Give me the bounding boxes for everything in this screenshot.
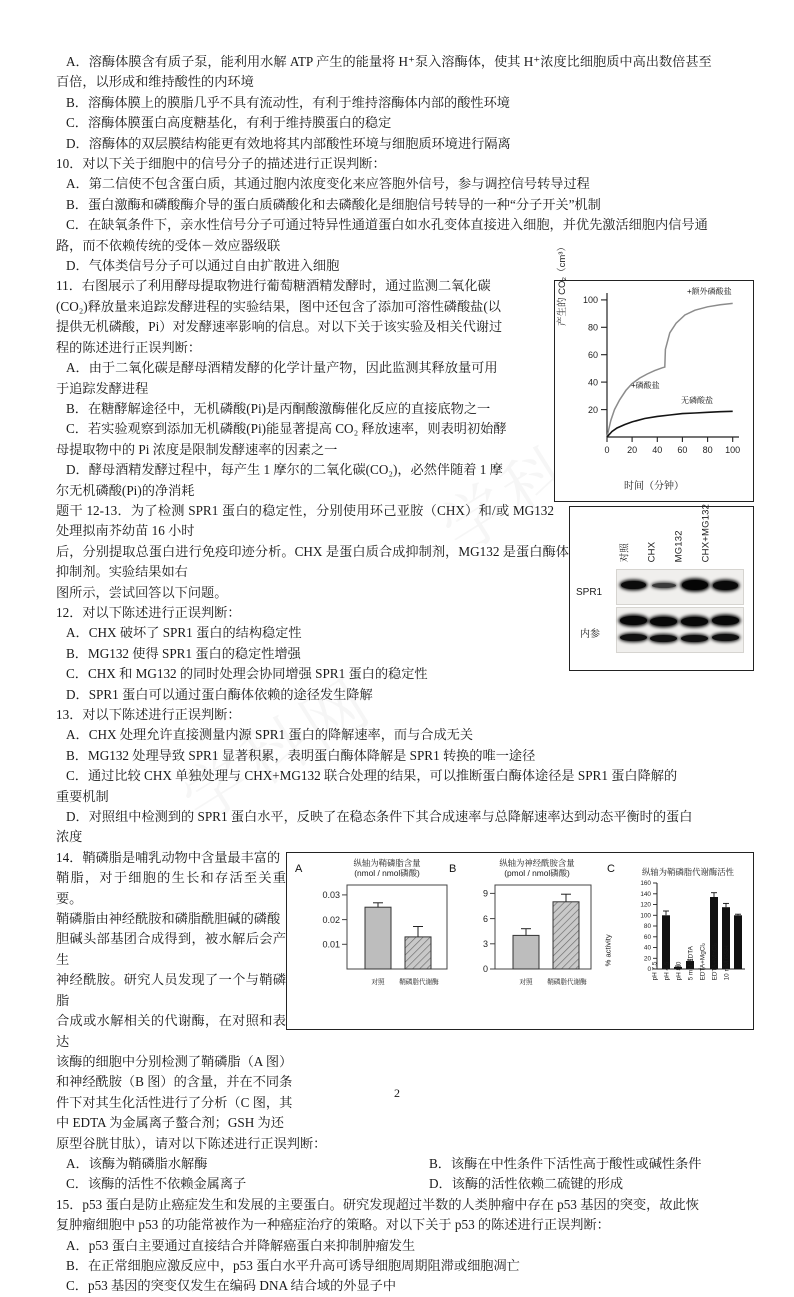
figure-co2-fermentation-chart — [554, 242, 754, 502]
option-line: B．MG132 处理导致 SPR1 显著积累，表明蛋白酶体降解是 SPR1 转换的唯一途径 — [66, 747, 536, 763]
co2-chart-plot — [569, 285, 747, 471]
blot-band — [620, 634, 647, 641]
option-line: A．p53 蛋白主要通过直接结合并降解癌蛋白来抑制肿瘤发生 — [66, 1237, 416, 1253]
blot-row-label-loading-control: 内参 — [580, 629, 600, 641]
svg-text:20: 20 — [643, 955, 651, 963]
option-line: C．通过比较 CHX 单独处理与 CHX+MG132 联合处理的结果，可以推断蛋白酶体途径是 SPR1 蛋白降解的 — [66, 768, 678, 784]
panel-c-letter: C — [607, 862, 615, 875]
svg-text:0.01: 0.01 — [322, 939, 340, 950]
svg-text:160: 160 — [640, 880, 651, 888]
question-stem-10: 10．对以下关于细胞中的信号分子的描述进行正误判断： — [56, 156, 386, 172]
panel-b-letter: B — [449, 862, 457, 875]
svg-text:120: 120 — [640, 901, 651, 909]
option-line: D．SPR1 蛋白可以通过蛋白酶体依赖的途径发生降解 — [66, 686, 373, 702]
question-stem-14-line: 合成或水解相关的代谢酶，在对照和表达 — [56, 1013, 286, 1049]
option-line: A．由于二氧化碳是酵母酒精发酵的化学计量产物，因此监测其释放量可用 — [66, 360, 498, 376]
panel-c-category-ph75: pH 7.5 — [651, 962, 659, 981]
option-line: B．在糖酵解途径中，无机磷酸(Pi)是丙酮酸激酶催化反应的直接底物之一 — [66, 400, 491, 416]
option-line: A．溶酶体膜含有质子泵，能利用水解 ATP 产生的能量将 H⁺泵入溶酶体，使其 H⁺浓度比细胞质中高出数倍甚至 — [66, 54, 712, 69]
svg-text:60: 60 — [677, 445, 688, 456]
question-stem-12-13-line: 图所示，尝试回答以下问题。 — [56, 584, 228, 600]
blot-lane-label-control: 对照 — [619, 543, 631, 563]
option-line: C．该酶的活性不依赖金属离子 — [66, 1176, 247, 1192]
blot-row-label-spr1: SPR1 — [576, 587, 603, 599]
continuation-line: 浓度 — [56, 829, 83, 845]
svg-text:60: 60 — [643, 933, 651, 941]
option-line: D．酵母酒精发酵过程中，每产生 1 摩尔的二氧化碳(CO₂)，必然伴随着 1 摩 — [66, 462, 503, 478]
question-stem-11-line: 程的陈述进行正误判断： — [56, 339, 202, 355]
option-line: B．蛋白激酶和磷酸酶介导的蛋白质磷酸化和去磷酸化是细胞信号转导的一种“分子开关”机制 — [66, 196, 601, 212]
panel-b-category-control: 对照 — [519, 978, 533, 986]
blot-panel-spr1 — [616, 569, 744, 605]
blot-band — [681, 617, 708, 626]
panel-b-category-enzyme: 鞘磷脂代谢酶 — [547, 978, 587, 986]
svg-text:100: 100 — [725, 445, 741, 456]
svg-text:40: 40 — [643, 944, 651, 952]
option-line: C．CHX 和 MG132 的同时处理会协同增强 SPR1 蛋白的稳定性 — [66, 666, 428, 682]
option-row — [56, 1154, 764, 1174]
blot-band — [650, 635, 677, 642]
panel-b-subtitle-text: (pmol / nmol磷酸) — [504, 867, 570, 878]
svg-text:60: 60 — [587, 350, 598, 361]
svg-text:100: 100 — [640, 912, 651, 920]
question-stem-12: 12．对以下陈述进行正误判断： — [56, 604, 241, 620]
question-stem-13: 13．对以下陈述进行正误判断： — [56, 707, 241, 722]
blot-panel-loading-control — [616, 607, 744, 653]
question-stem-14-line: 和神经酰胺（B 图）的含量，并在不同条 — [56, 1074, 293, 1090]
question-stem-11-line: (CO₂)释放量来追踪发酵进程的实验结果，图中还包含了添加可溶性磷酸盐(以 — [56, 298, 501, 314]
option-line: C．p53 基因的突变仅发生在编码 DNA 结合域的外显子中 — [66, 1278, 397, 1294]
question-stem-12-13: 题干 12-13．为了检测 SPR1 蛋白的稳定性，分别使用环己亚胺（CHX）和/或 MG132 处理拟南芥幼苗 16 小时 — [56, 502, 554, 539]
svg-text:6: 6 — [482, 913, 488, 924]
svg-text:80: 80 — [702, 445, 713, 456]
continuation-line: 母提取物中的 Pi 浓度是限制发酵速率的因素之一 — [56, 441, 338, 457]
continuation-line: 路，而不依赖传统的受体－效应器级联 — [56, 237, 281, 253]
svg-text:0.03: 0.03 — [322, 889, 340, 900]
option-line: C．溶酶体膜蛋白高度糖基化，有利于维持膜蛋白的稳定 — [66, 115, 392, 131]
blot-band — [713, 581, 738, 590]
question-stem-14-line: 鞘磷脂由神经酰胺和磷脂酰胆碱的磷酸 — [56, 911, 281, 927]
continuation-line: 重要机制 — [56, 788, 109, 804]
co2-annotation-phosphate: +磷酸盐 — [631, 381, 660, 391]
blot-band — [681, 635, 708, 642]
option-line: C．若实验观察到添加无机磷酸(Pi)能显著提高 CO₂ 释放速率，则表明初始酵 — [66, 421, 507, 437]
blot-band — [650, 617, 677, 626]
svg-text:40: 40 — [652, 445, 663, 456]
question-stem-11: 11．右图展示了利用酵母提取物进行葡萄糖酒精发酵时，通过监测二氧化碳 — [56, 278, 491, 294]
panel-a-category-enzyme: 鞘磷脂代谢酶 — [399, 978, 439, 986]
svg-text:3: 3 — [482, 938, 488, 949]
continuation-line: 于追踪发酵进程 — [56, 380, 149, 396]
panel-c-title: 纵轴为鞘磷脂代谢酶活性 — [641, 866, 735, 877]
svg-text:40: 40 — [587, 377, 598, 388]
question-stem-14-line: 中 EDTA 为金属离子螯合剂；GSH 为还 — [56, 1115, 284, 1131]
option-line: C．在缺氧条件下，亲水性信号分子可通过特异性通道蛋白如水孔变体直接进入细胞，并优先激活细胞内信号通 — [66, 217, 708, 233]
option-line: B．在正常细胞应激反应中，p53 蛋白水平升高可诱导细胞周期阻滞或细胞凋亡 — [66, 1257, 520, 1273]
co2-chart-xlabel: 时间（分钟） — [624, 481, 684, 493]
co2-chart-ylabel: 产生的 CO₂（cm³） — [557, 242, 568, 327]
page-number: 2 — [394, 1086, 400, 1100]
panel-c-ylabel: % activity — [603, 934, 613, 967]
question-stem-14-line: 胆碱头部基团合成得到，被水解后会产生 — [56, 931, 286, 967]
question-stem-15: 15．p53 蛋白是防止癌症发生和发展的主要蛋白。研究发现超过半数的人类肿瘤中存在 p53 基因的突变，故此恢 — [56, 1196, 699, 1212]
panel-c-category-gsh: 10 mM GSH — [723, 945, 731, 981]
option-line: A．CHX 破坏了 SPR1 蛋白的结构稳定性 — [66, 625, 302, 641]
question-stem-14-line: 该酶的细胞中分别检测了鞘磷脂（A 图） — [56, 1053, 293, 1069]
panel-a-title-text: 纵轴为鞘磷脂含量 — [353, 857, 421, 868]
svg-text:140: 140 — [640, 890, 651, 898]
blot-band — [712, 616, 739, 625]
svg-text:0.02: 0.02 — [322, 914, 340, 925]
question-stem-14-line: 神经酰胺。研究人员发现了一个与鞘磷脂 — [56, 972, 286, 1008]
option-line: D．溶酶体的双层膜结构能更有效地将其内部酸性环境与细胞质环境进行隔离 — [66, 135, 511, 151]
continuation-line: 百倍，以形成和维持酸性的内环境 — [56, 74, 254, 90]
question-stem-12-13-line: 后，分别提取总蛋白进行免疫印迹分析。CHX 是蛋白质合成抑制剂，MG132 是蛋白酶体抑制剂。实验结果如右 — [56, 543, 569, 580]
option-line: A．该酶为鞘磷脂水解酶 — [66, 1155, 208, 1171]
option-line: B．溶酶体膜上的膜脂几乎不具有流动性，有利于维持溶酶体内部的酸性环境 — [66, 94, 510, 110]
option-line: A．第二信使不包含蛋白质，其通过胞内浓度变化来应答胞外信号，参与调控信号转导过程 — [66, 176, 590, 192]
blot-lane-label-mg132: MG132 — [673, 530, 685, 563]
question-stem-14: 14．鞘磷脂是哺乳动物中含量最丰富的 — [56, 849, 281, 865]
panel-c-category-ph80: pH 8.0 — [675, 962, 683, 981]
blot-lane-label-chx: CHX — [646, 541, 658, 563]
svg-text:20: 20 — [627, 445, 638, 456]
option-line: A．CHX 处理允许直接测量内源 SPR1 蛋白的降解速率，而与合成无关 — [66, 727, 474, 743]
panel-c-category-edta-mncl2: EDTA+MnCl₂ — [711, 943, 719, 981]
blot-band — [620, 616, 647, 625]
svg-text:0: 0 — [604, 445, 610, 456]
option-line: B．MG132 使得 SPR1 蛋白的稳定性增强 — [66, 645, 301, 661]
blot-band — [712, 634, 739, 641]
blot-band — [621, 581, 646, 589]
option-line: B．该酶在中性条件下活性高于酸性或碱性条件 — [428, 1155, 702, 1171]
panel-a-category-control: 对照 — [371, 978, 385, 986]
figure-sphingomyelin-panels — [286, 852, 754, 1030]
panel-c-category-edta-mgcl2: EDTA+MgCl₂ — [699, 943, 707, 981]
svg-text:20: 20 — [587, 405, 598, 416]
question-stem-15-line: 复肿瘤细胞中 p53 的功能常被作为一种癌症治疗的策略。对以下关于 p53 的陈述进行正误判断： — [56, 1217, 610, 1233]
panel-b-title — [467, 858, 607, 878]
blot-band — [682, 580, 708, 590]
option-row — [56, 1174, 764, 1194]
svg-text:80: 80 — [643, 923, 651, 931]
option-line: D．对照组中检测到的 SPR1 蛋白水平，反映了在稳态条件下其合成速率与总降解速率达到动态平衡时的蛋白 — [66, 809, 693, 825]
question-stem-14-line: 鞘脂，对于细胞的生长和存活至关重要。 — [56, 870, 286, 906]
question-stem-14-line: 原型谷胱甘肽），请对以下陈述进行正误判断： — [56, 1135, 327, 1151]
co2-annotation-extra-phosphate: +额外磷酸盐 — [687, 287, 732, 297]
blot-band — [652, 583, 676, 588]
panel-c-category-edta: 5 mM EDTA — [687, 946, 695, 981]
figure-spr1-western-blot — [569, 503, 754, 671]
svg-text:9: 9 — [482, 888, 488, 899]
question-stem-11-line: 提供无机磷酸，Pi）对发酵速率影响的信息。对以下关于该实验及相关代谢过 — [56, 319, 503, 335]
svg-text:0: 0 — [482, 964, 488, 975]
document-body — [56, 52, 754, 1297]
svg-text:100: 100 — [582, 295, 598, 306]
option-line: D．该酶的活性依赖二硫键的形成 — [428, 1176, 624, 1192]
svg-text:80: 80 — [587, 322, 598, 333]
panel-a-letter: A — [295, 862, 303, 875]
option-line: D．气体类信号分子可以通过自由扩散进入细胞 — [66, 258, 340, 274]
panel-b-title-text: 纵轴为神经酰胺含量 — [499, 857, 575, 868]
blot-lane-label-chx-mg132: CHX+MG132 — [700, 503, 712, 563]
panel-c-category-ph45: pH 4.5 — [663, 962, 671, 981]
panel-a-title — [317, 858, 457, 878]
panel-a-subtitle-text: (nmol / nmol磷酸) — [354, 867, 420, 878]
svg-text:0: 0 — [647, 966, 651, 974]
continuation-line: 尔无机磷酸(Pi)的净消耗 — [56, 482, 195, 498]
question-stem-14-line: 件下对其生化活性进行了分析（C 图，其 — [56, 1094, 293, 1110]
co2-annotation-no-phosphate: 无磷酸盐 — [681, 396, 713, 406]
